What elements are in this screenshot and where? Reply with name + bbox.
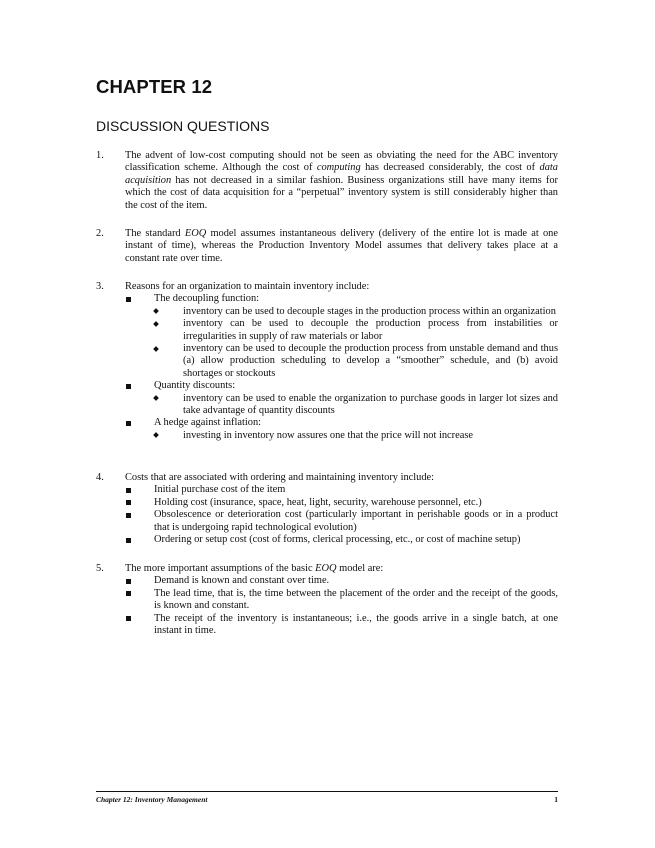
chapter-title: CHAPTER 12 <box>96 76 213 97</box>
bullet-text: The receipt of the inventory is instantaneous; i.e., the goods arrive in a single batch, at one instant in time. <box>154 612 558 637</box>
question-4 <box>96 472 558 546</box>
question-5 <box>96 563 558 637</box>
bullet-item <box>125 613 558 638</box>
square-bullet-icon <box>126 421 131 426</box>
sub-bullet-item <box>154 430 558 442</box>
question-number: 1. <box>96 150 104 161</box>
bullet-item <box>125 575 558 587</box>
sub-bullet-item <box>154 343 558 380</box>
bullet-text: The decoupling function: <box>154 293 260 305</box>
bullet-list <box>125 293 558 442</box>
bullet-item <box>125 293 558 380</box>
sub-bullet-list <box>154 430 558 442</box>
sub-bullet-text: inventory can be used to decouple stages in the production process within an organization <box>183 305 556 317</box>
square-bullet-icon <box>126 591 131 596</box>
footer-chapter-label: Chapter 12: Inventory Management <box>96 795 208 804</box>
question-body <box>125 228 558 265</box>
footer-page-number: 1 <box>554 795 558 804</box>
question-number: 4. <box>96 472 104 483</box>
question-text <box>125 150 558 212</box>
bullet-list <box>125 575 558 637</box>
question-number: 3. <box>96 281 104 292</box>
bullet-item <box>125 497 558 509</box>
sub-bullet-text: inventory can be used to enable the organization to purchase goods in larger lot sizes and take advantage of quantity discounts <box>183 392 558 417</box>
sub-bullet-item <box>154 318 558 343</box>
text-run: model assumes instantaneous delivery (delivery of the entire lot is made at one instant of time), whereas the Production Inventory Model assumes that delivery takes place at a constant rate over time. <box>125 228 558 264</box>
square-bullet-icon <box>126 513 131 518</box>
diamond-bullet-icon <box>153 346 159 352</box>
question-text <box>125 281 558 293</box>
bullet-text: The lead time, that is, the time between the placement of the order and the receipt of the goods, is known and constant. <box>154 587 558 612</box>
diamond-bullet-icon <box>153 321 159 327</box>
text-run: Costs that are associated with ordering and maintaining inventory include: <box>125 472 435 483</box>
text-run: The advent of low-cost computing should not be seen as obviating the need for the ABC inventory classification scheme. Although the cost of <box>125 150 558 174</box>
bullet-text: Initial purchase cost of the item <box>154 484 286 496</box>
footer-rule <box>96 791 558 792</box>
bullet-item <box>125 380 558 417</box>
diamond-bullet-icon <box>153 395 159 401</box>
question-text <box>125 472 558 484</box>
text-run: The more important assumptions of the basic <box>125 563 316 574</box>
question-text <box>125 563 558 575</box>
square-bullet-icon <box>126 616 131 621</box>
sub-bullet-text: inventory can be used to decouple the production process from instabilities or irregularities in supply of raw materials or labor <box>183 318 558 342</box>
sub-bullet-text: investing in inventory now assures one that the price will not increase <box>183 429 473 441</box>
text-run: model are: <box>336 563 384 574</box>
text-run: has not decreased in a similar fashion. Business organizations still have many items for which the cost of data acquisition for a “perpetual” inventory system is still considerably higher than the cost of the item. <box>125 174 558 211</box>
square-bullet-icon <box>126 500 131 505</box>
text-run: The standard <box>125 228 185 239</box>
square-bullet-icon <box>126 297 131 302</box>
emphasis-text: computing <box>316 162 361 174</box>
question-body <box>125 472 558 546</box>
square-bullet-icon <box>126 538 131 543</box>
sub-bullet-list <box>154 306 558 380</box>
section-title: DISCUSSION QUESTIONS <box>96 118 270 134</box>
sub-bullet-text: inventory can be used to decouple the production process from unstable demand and thus (a) allow production scheduling to develop a “smoother” schedule, and (b) avoid shortages or stockouts <box>183 343 558 379</box>
question-2 <box>96 228 558 265</box>
bullet-item <box>125 534 558 546</box>
bullet-text: A hedge against inflation: <box>154 417 262 429</box>
diamond-bullet-icon <box>153 308 159 314</box>
sub-bullet-list <box>154 393 558 418</box>
bullet-text: Holding cost (insurance, space, heat, light, security, warehouse personnel, etc.) <box>154 496 482 508</box>
emphasis-text: EOQ <box>184 228 207 239</box>
bullet-list <box>125 484 558 546</box>
question-number: 5. <box>96 563 104 574</box>
sub-bullet-item <box>154 306 558 318</box>
square-bullet-icon <box>126 384 131 389</box>
square-bullet-icon <box>126 579 131 584</box>
question-text <box>125 228 558 265</box>
question-body <box>125 563 558 637</box>
bullet-item <box>125 509 558 534</box>
bullet-text: Ordering or setup cost (cost of forms, clerical processing, etc., or cost of machine setup) <box>154 534 521 546</box>
bullet-item <box>125 484 558 496</box>
question-3 <box>96 281 558 442</box>
question-body <box>125 150 558 212</box>
emphasis-text: data acquisition <box>125 162 558 186</box>
bullet-text: Demand is known and constant over time. <box>154 575 330 587</box>
question-1 <box>96 150 558 212</box>
text-run: has decreased considerably, the cost of <box>360 162 540 174</box>
question-body <box>125 281 558 442</box>
bullet-item <box>125 417 558 442</box>
text-run: Reasons for an organization to maintain inventory include: <box>125 281 370 292</box>
question-number: 2. <box>96 228 104 239</box>
emphasis-text: EOQ <box>315 563 337 574</box>
bullet-text: Quantity discounts: <box>154 380 236 392</box>
bullet-text: Obsolescence or deterioration cost (particularly important in perishable goods or in a product that is undergoing rapid technological evolution) <box>154 509 558 533</box>
bullet-item <box>125 588 558 613</box>
diamond-bullet-icon <box>153 433 159 439</box>
sub-bullet-item <box>154 393 558 418</box>
square-bullet-icon <box>126 488 131 493</box>
